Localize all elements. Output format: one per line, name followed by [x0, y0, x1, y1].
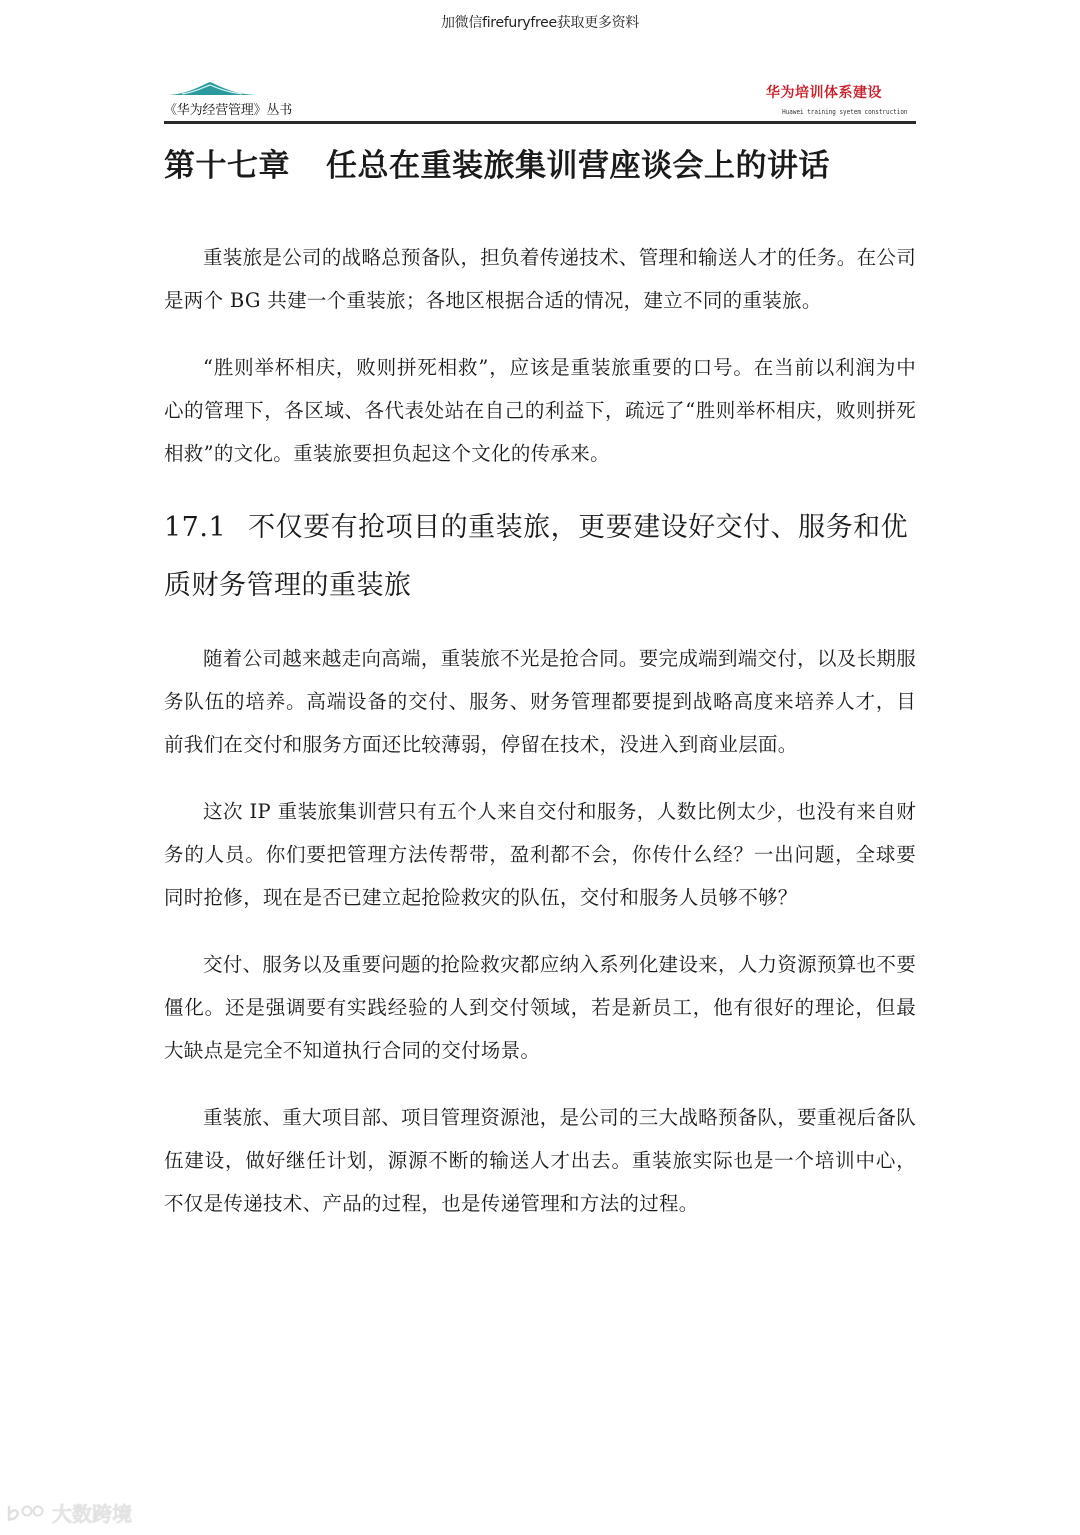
chapter-number: 第十七章	[164, 148, 290, 184]
document-body	[164, 140, 916, 1225]
paragraph: 交付、服务以及重要问题的抢险救灾都应纳入系列化建设来，人力资源预算也不要僵化。还是强调要有实践经验的人到交付领域，若是新员工，他有很好的理论，但最大缺点是完全不知道执行合同的交付场景。	[164, 953, 916, 1062]
brand-subtitle: Huawei training syetem construction	[782, 108, 908, 116]
dashu-logo-icon	[6, 1503, 46, 1523]
page-header	[164, 76, 916, 124]
brand-title: 华为培训体系建设	[766, 85, 882, 101]
chapter-title	[164, 140, 916, 192]
top-watermark-text: 加微信firefuryfree获取更多资料	[440, 15, 640, 31]
paragraph: 这次 IP 重装旅集训营只有五个人来自交付和服务，人数比例太少，也没有来自财务的人员。你们要把管理方法传帮带，盈利都不会，你传什么经？一出问题，全球要同时抢修，现在是否已建立起抢险救灾的队伍，交付和服务人员够不够？	[164, 800, 916, 909]
bottom-watermark	[6, 1498, 132, 1527]
brand-block	[760, 84, 908, 116]
section-heading: 不仅要有抢项目的重装旅，更要建设好交付、服务和优质财务管理的重装旅	[164, 512, 909, 601]
watermark-text: 大数跨境	[52, 1502, 132, 1526]
mountain-logo-icon	[168, 80, 256, 96]
section-number: 17.1	[164, 512, 227, 543]
paragraph: 随着公司越来越走向高端，重装旅不光是抢合同。要完成端到端交付，以及长期服务队伍的培养。高端设备的交付、服务、财务管理都要提到战略高度来培养人才，目前我们在交付和服务方面还比较薄弱，停留在技术，没进入到商业层面。	[164, 647, 916, 756]
section-title	[164, 499, 916, 615]
header-divider	[164, 121, 916, 124]
series-title: 《华为经营管理》丛书	[164, 103, 293, 118]
chapter-heading: 任总在重装旅集训营座谈会上的讲话	[326, 148, 830, 184]
series-logo	[164, 76, 324, 120]
paragraph: 重装旅、重大项目部、项目管理资源池，是公司的三大战略预备队，要重视后备队伍建设，做好继任计划，源源不断的输送人才出去。重装旅实际也是一个培训中心，不仅是传递技术、产品的过程，也是传递管理和方法的过程。	[164, 1106, 916, 1215]
paragraph: “胜则举杯相庆，败则拼死相救”，应该是重装旅重要的口号。在当前以利润为中心的管理下，各区域、各代表处站在自己的利益下，疏远了“胜则举杯相庆，败则拼死相救”的文化。重装旅要担负起这个文化的传承来。	[164, 356, 916, 465]
paragraph: 重装旅是公司的战略总预备队，担负着传递技术、管理和输送人才的任务。在公司是两个 BG 共建一个重装旅；各地区根据合适的情况，建立不同的重装旅。	[164, 246, 916, 312]
